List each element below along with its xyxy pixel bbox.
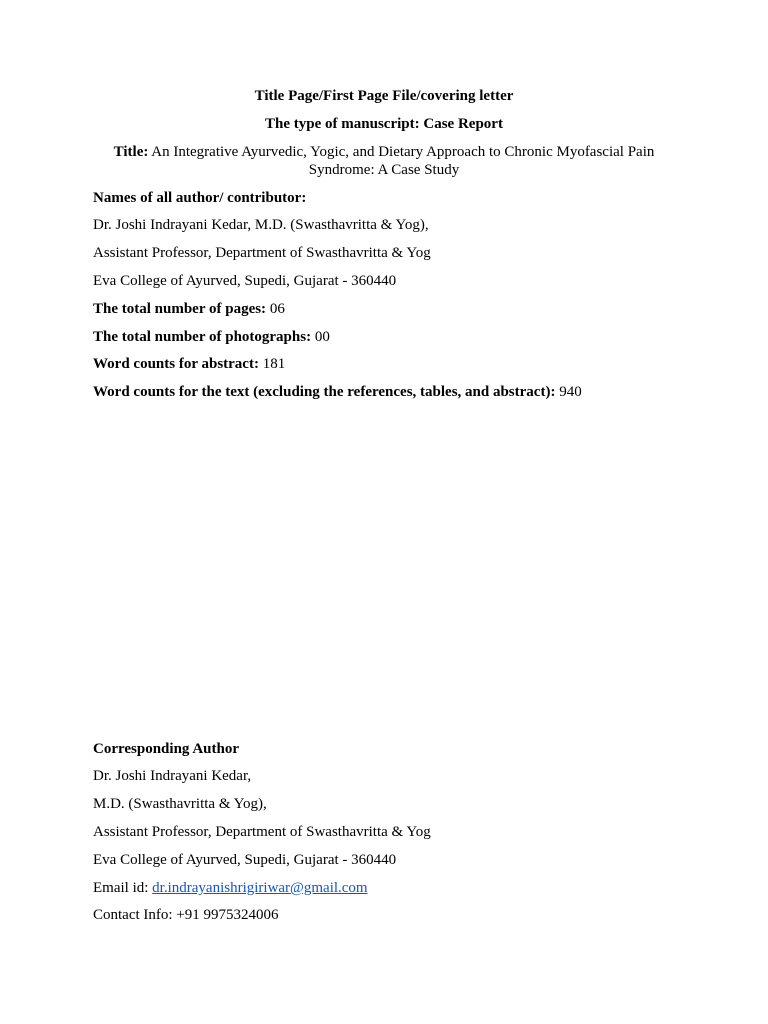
email-line [93,879,368,897]
cover-heading: Title Page/First Page File/covering letter [254,88,514,104]
page-count: The total number of pages: 06 [93,301,285,317]
author-position: Assistant Professor, Department of Swasthavritta & Yog [93,245,431,261]
manuscript-type: The type of manuscript: Case Report [265,116,503,132]
title-label: Title: [113,144,149,160]
email-label: Email id: [93,880,149,896]
email-link[interactable]: dr.indrayanishrigiriwar@gmail.com [152,880,368,896]
manuscript-title [93,143,675,179]
author-name: Dr. Joshi Indrayani Kedar, M.D. (Swasthavritta & Yog), [93,217,429,233]
corresponding-heading: Corresponding Author [93,741,240,757]
author-institution: Eva College of Ayurved, Supedi, Gujarat - 360440 [93,273,397,289]
title-text: An Integrative Ayurvedic, Yogic, and Dietary Approach to Chronic Myofascial Pain Syndrome: A Case Study [151,144,655,178]
photo-count: The total number of photographs: 00 [93,329,330,345]
corresponding-institution: Eva College of Ayurved, Supedi, Gujarat - 360440 [93,852,397,868]
text-word-count: Word counts for the text (excluding the references, tables, and abstract): 940 [93,384,582,400]
corresponding-degree: M.D. (Swasthavritta & Yog), [93,796,267,812]
abstract-word-count: Word counts for abstract: 181 [93,356,286,372]
corresponding-position: Assistant Professor, Department of Swasthavritta & Yog [93,824,431,840]
authors-heading: Names of all author/ contributor: [93,190,307,206]
corresponding-name: Dr. Joshi Indrayani Kedar, [93,768,252,784]
contact-info: Contact Info: +91 9975324006 [93,907,279,923]
